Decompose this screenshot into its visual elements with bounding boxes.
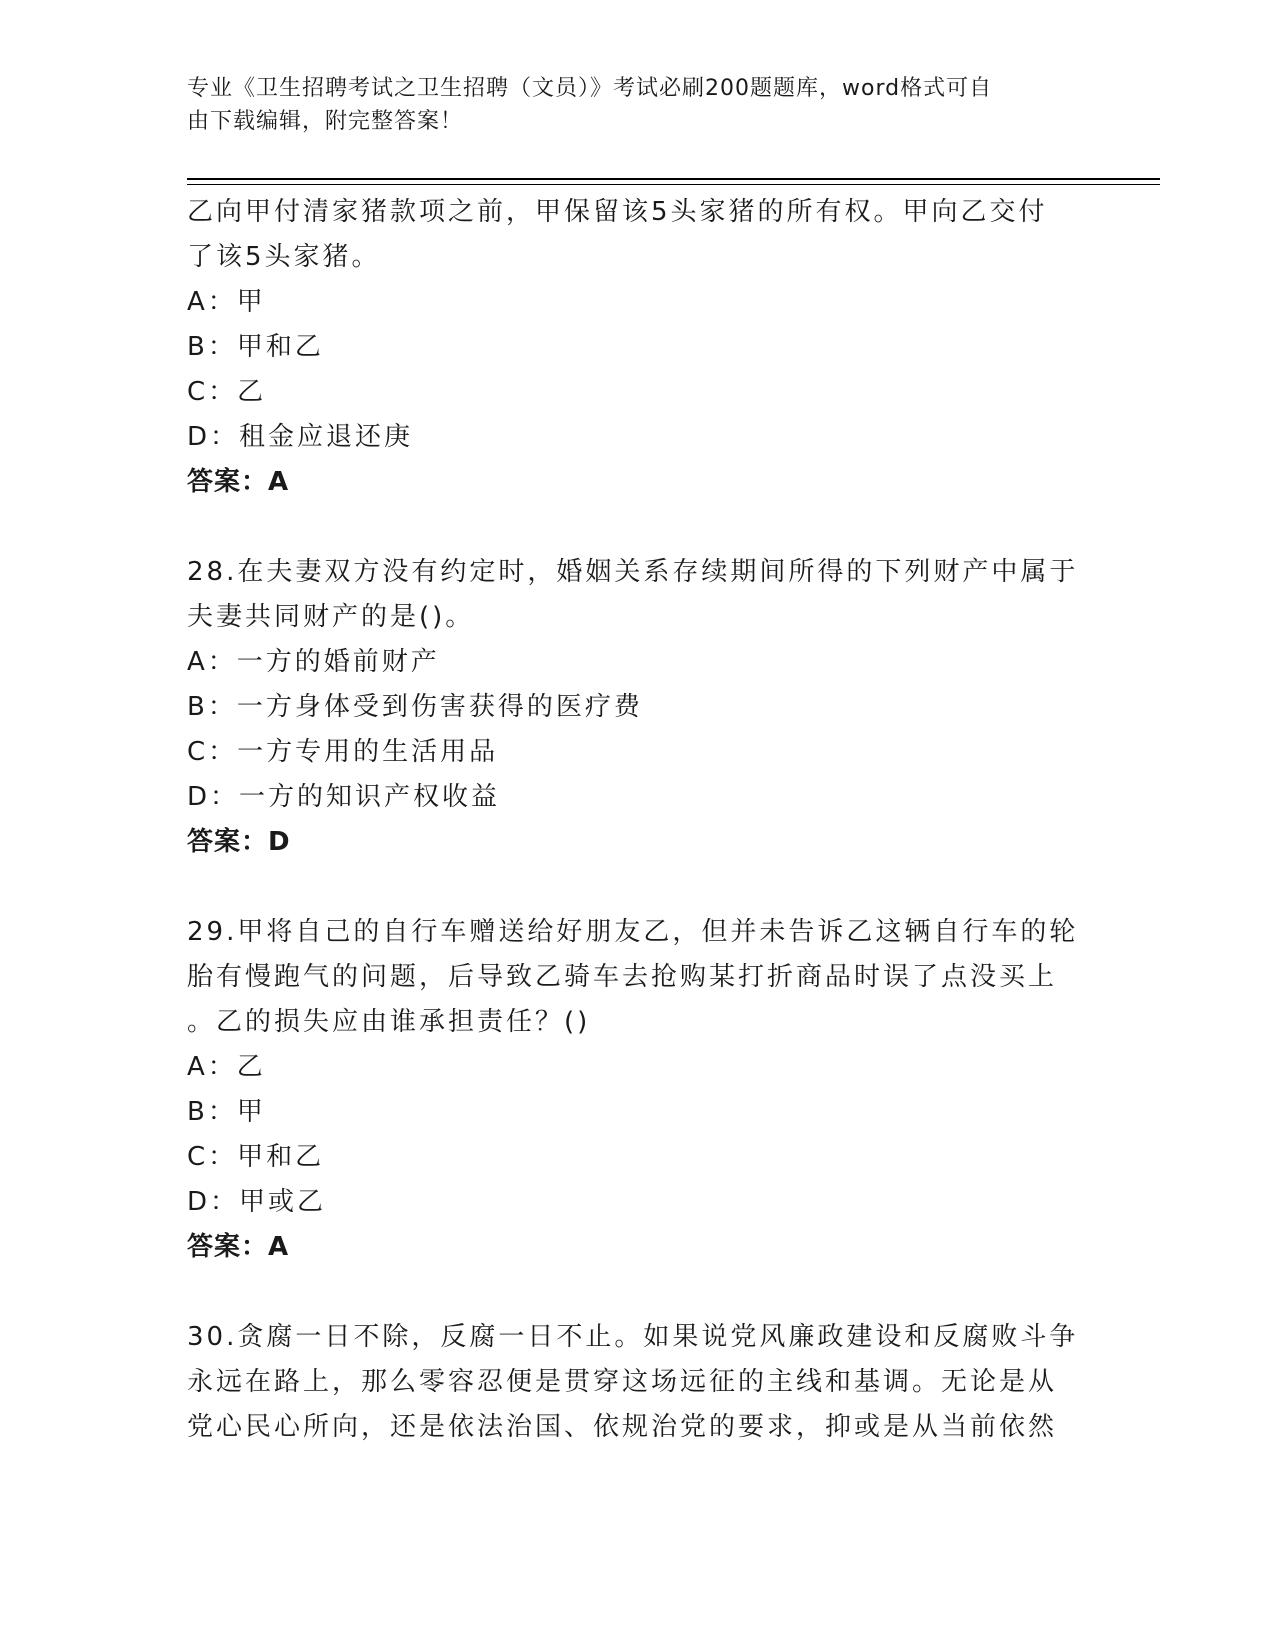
question-28-stem-line-2: 夫妻共同财产的是()。 [187,602,475,632]
question-28 [187,550,1087,865]
header-rule-thin [187,184,1160,185]
question-27-option-a: A：甲 [187,287,266,317]
header-line-1: 专业《卫生招聘考试之卫生招聘（文员）》考试必刷200题题库，word格式可自 [187,76,993,101]
question-30-stem-line-3: 党心民心所向，还是依法治国、依规治党的要求，抑或是从当前依然 [187,1412,1058,1442]
question-27-option-c: C：乙 [187,377,267,407]
question-29-option-b: B：甲 [187,1097,266,1127]
question-29-option-c: C：甲和乙 [187,1142,325,1172]
question-spacer [187,1270,1087,1315]
question-29-answer: 答案：A [187,1232,290,1262]
question-27 [187,190,1087,505]
question-30 [187,1315,1087,1450]
question-29-stem-line-3: 。乙的损失应由谁承担责任？() [187,1007,591,1037]
question-28-option-c: C：一方专用的生活用品 [187,737,499,767]
question-30-stem-line-1: 30.贪腐一日不除，反腐一日不止。如果说党风廉政建设和反腐败斗争 [187,1322,1079,1352]
question-30-stem-line-2: 永远在路上，那么零容忍便是贯穿这场远征的主线和基调。无论是从 [187,1367,1058,1397]
question-27-option-d: D：租金应退还庚 [187,422,414,452]
question-27-stem-line-2: 了该5头家猪。 [187,242,381,272]
question-27-answer: 答案：A [187,467,290,497]
question-27-option-b: B：甲和乙 [187,332,324,362]
header-line-2: 由下载编辑，附完整答案！ [187,109,464,134]
question-27-stem-line-1: 乙向甲付清家猪款项之前，甲保留该5头家猪的所有权。甲向乙交付 [187,197,1048,227]
document-header [187,72,1067,138]
question-29-option-a: A：乙 [187,1052,266,1082]
question-28-option-a: A：一方的婚前财产 [187,647,440,677]
question-spacer [187,865,1087,910]
question-28-stem-line-1: 28.在夫妻双方没有约定时，婚姻关系存续期间所得的下列财产中属于 [187,557,1079,587]
question-28-option-d: D：一方的知识产权收益 [187,782,501,812]
question-content [187,190,1087,1450]
question-29-stem-line-2: 胎有慢跑气的问题，后导致乙骑车去抢购某打折商品时误了点没买上 [187,962,1058,992]
question-28-answer: 答案：D [187,827,291,857]
question-29-stem-line-1: 29.甲将自己的自行车赠送给好朋友乙，但并未告诉乙这辆自行车的轮 [187,917,1079,947]
question-29 [187,910,1087,1270]
question-29-option-d: D：甲或乙 [187,1187,327,1217]
question-28-option-b: B：一方身体受到伤害获得的医疗费 [187,692,643,722]
header-rule-thick [187,178,1160,180]
question-spacer [187,505,1087,550]
